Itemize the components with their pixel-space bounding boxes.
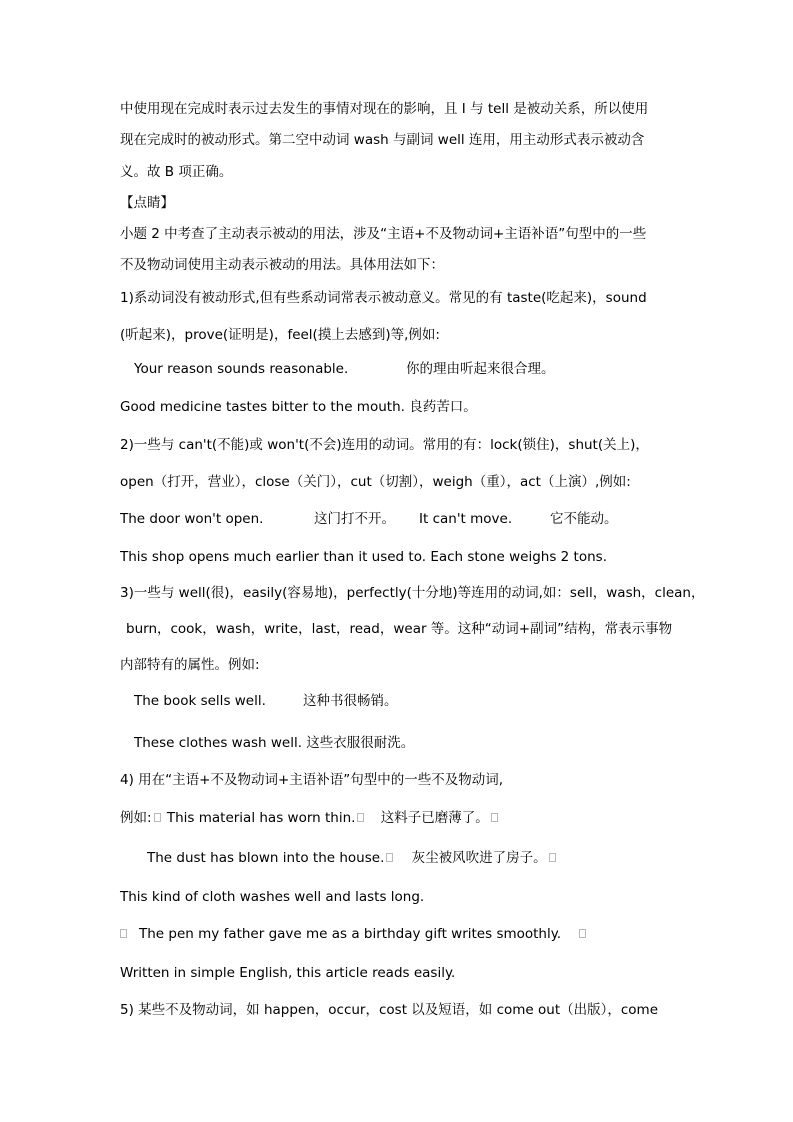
text-line: 不及物动词使用主动表示被动的用法。具体用法如下： <box>120 257 444 273</box>
text-line: 义。故 B 项正确。 <box>120 164 233 180</box>
text-line: 内部特有的属性。例如: <box>120 657 260 673</box>
example-english: This material has worn thin. <box>166 810 356 826</box>
example-line: These clothes wash well. 这些衣服很耐洗。 <box>134 735 415 751</box>
example-english: The dust has blown into the house. <box>147 850 385 866</box>
example-line: Good medicine tastes bitter to the mouth. 良药苦口。 <box>120 399 477 415</box>
box-glyph-icon <box>579 929 586 938</box>
box-glyph-icon <box>549 853 556 862</box>
text-line: burn，cook，wash，write，last，read，wear 等。这种“动词+副词”结构，常表示事物 <box>126 621 673 637</box>
example-chinese: 这门打不开。 <box>314 511 395 527</box>
example-english: The book sells well. <box>134 693 266 709</box>
example-row <box>147 849 558 867</box>
example-line: This shop opens much earlier than it used to. Each stone weighs 2 tons. <box>120 549 607 565</box>
example-english: Your reason sounds reasonable. <box>134 361 349 377</box>
text-line: 小题 2 中考查了主动表示被动的用法，涉及“主语+不及物动词+主语补语”句型中的一些 <box>120 226 647 242</box>
box-glyph-icon <box>120 929 127 938</box>
example-english: It can't move. <box>419 511 513 527</box>
box-glyph-icon <box>491 813 498 822</box>
text-line: open（打开，营业），close（关门），cut（切割），weigh（重），act（上演）,例如: <box>120 474 631 490</box>
example-prefix: 例如: <box>120 810 152 826</box>
box-glyph-icon <box>154 813 161 822</box>
section-heading: 【点睛】 <box>120 195 174 211</box>
text-line: 5) 某些不及物动词，如 happen，occur，cost 以及短语，如 come out（出版），come <box>120 1002 658 1018</box>
text-line: 1)系动词没有被动形式,但有些系动词常表示被动意义。常见的有 taste(吃起来)，sound <box>120 290 647 306</box>
box-glyph-icon <box>357 813 364 822</box>
example-chinese: 这种书很畅销。 <box>303 693 398 709</box>
example-row <box>120 925 588 943</box>
example-line: Written in simple English, this article reads easily. <box>120 965 456 981</box>
text-line: 4) 用在“主语+不及物动词+主语补语”句型中的一些不及物动词, <box>120 772 504 788</box>
example-line: This kind of cloth washes well and lasts long. <box>120 889 425 905</box>
example-row <box>120 809 500 827</box>
example-english: The door won't open. <box>120 511 264 527</box>
example-chinese: 灰尘被风吹进了房子。 <box>411 850 547 866</box>
box-glyph-icon <box>386 853 393 862</box>
example-chinese: 它不能动。 <box>550 511 618 527</box>
example-chinese: 这料子已磨薄了。 <box>380 810 489 826</box>
example-english: The pen my father gave me as a birthday gift writes smoothly. <box>139 926 562 942</box>
text-line: 现在完成时的被动形式。第二空中动词 wash 与副词 well 连用，用主动形式表示被动含 <box>120 132 645 148</box>
text-line: 2)一些与 can't(不能)或 won't(不会)连用的动词。常用的有：lock(锁住)，shut(关上)， <box>120 437 649 453</box>
text-line: 中使用现在完成时表示过去发生的事情对现在的影响，且 I 与 tell 是被动关系，所以使用 <box>120 101 649 117</box>
text-line: 3)一些与 well(很)，easily(容易地)，perfectly(十分地)等连用的动词,如：sell，wash，clean， <box>120 585 705 601</box>
example-chinese: 你的理由听起来很合理。 <box>406 361 555 377</box>
text-line: (听起来)，prove(证明是)，feel(摸上去感到)等,例如: <box>120 327 440 343</box>
